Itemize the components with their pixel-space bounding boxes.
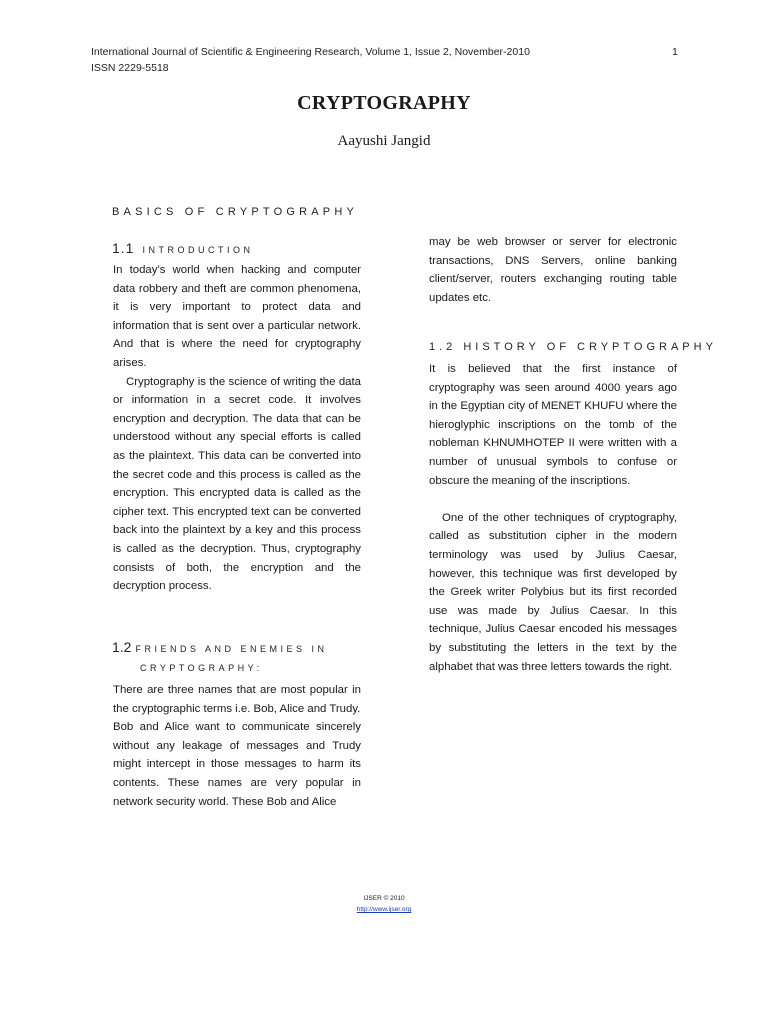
right-column xyxy=(429,233,677,307)
intro-heading xyxy=(112,240,253,256)
intro-paragraph-2: Cryptography is the science of writing the data or information in a secret code. It involves encryption and decryption. The data that can be understood without any special efforts is called as the plaintext. This data can be converted into the secret code and this process is called as the encryption. This encrypted data is called as the cipher text. This encrypted text can be converted back into the plaintext by a key and this process is called as the decryption. Thus, cryptography consists of both, the encryption and the decryption process. xyxy=(113,375,361,593)
friends-heading-line1: FRIENDS AND ENEMIES IN xyxy=(135,644,328,654)
continuation-paragraph: may be web browser or server for electronic transactions, DNS Servers, online banking client/server, routers exchanging routing table updates etc. xyxy=(429,236,677,304)
footer-url-link[interactable]: http://www.ijser.org xyxy=(356,906,412,913)
friends-number: 1.2 xyxy=(112,639,132,655)
journal-header: International Journal of Scientific & Engineering Research, Volume 1, Issue 2, November-2010 xyxy=(91,46,530,58)
author-name: Aayushi Jangid xyxy=(337,133,431,149)
intro-paragraph-1: In today’s world when hacking and computer data robbery and theft are common phenomena, it is very important to protect data and information that is sent over a particular network. And that is where the need for cryptography arises. xyxy=(113,264,361,369)
friends-heading xyxy=(112,639,328,655)
section-heading-history: 1.2 HISTORY OF CRYPTOGRAPHY xyxy=(429,341,717,353)
friends-body xyxy=(113,681,361,811)
page-number: 1 xyxy=(672,46,678,58)
history-body xyxy=(429,360,677,676)
friends-paragraph-1: There are three names that are most popular in the cryptographic terms i.e. Bob, Alice and Trudy. xyxy=(113,684,361,715)
intro-heading-text: INTRODUCTION xyxy=(142,245,254,255)
footer-copyright: IJSER © 2010 xyxy=(363,895,405,902)
friends-heading-line2: CRYPTOGRAPHY: xyxy=(140,663,263,673)
friends-paragraph-2: Bob and Alice want to communicate sincerely without any leakage of messages and Trudy might intercept in those messages to harm its contents. These names are very popular in network security world. These Bob and Alice xyxy=(113,721,361,808)
history-paragraph-2: One of the other techniques of cryptography, called as substitution cipher in the modern terminology was used by Julius Caesar, however, this technique was first developed by the Greek writer Polybius but its first recorded use was made by Julius Caesar. In this technique, Julius Caesar encoded his messages by substituting the letters in the text by the alphabet that was three letters towards the right. xyxy=(429,511,677,673)
paper-title: CRYPTOGRAPHY xyxy=(297,92,471,114)
history-paragraph-1: It is believed that the first instance of cryptography was seen around 4000 years ago in the Egyptian city of MENET KHUFU where the hieroglyphic inscriptions on the tomb of the nobleman KHNUMHOTEP II were written with a number of unusual symbols to confuse or obscure the meaning of the inscriptions. xyxy=(429,363,677,487)
issn: ISSN 2229-5518 xyxy=(91,62,169,74)
section-heading-basics: BASICS OF CRYPTOGRAPHY xyxy=(112,206,359,218)
left-column xyxy=(113,261,361,596)
intro-number: 1.1 xyxy=(112,240,135,256)
